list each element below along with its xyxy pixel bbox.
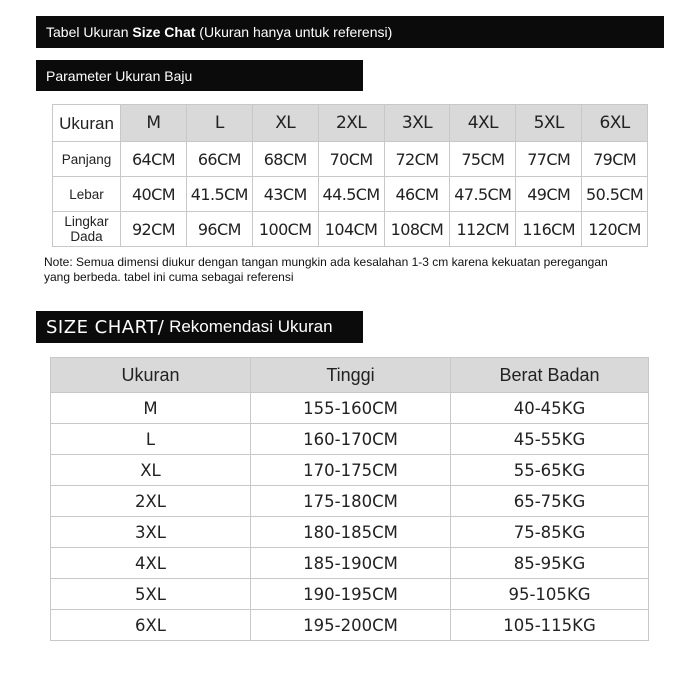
row-label: Panjang: [53, 142, 121, 177]
size-cell: M: [51, 393, 251, 424]
row-label-line1: Lingkar: [64, 214, 109, 229]
header-suffix: (Ukuran hanya untuk referensi): [195, 24, 393, 40]
row-label: Lebar: [53, 177, 121, 212]
size-chart-rest: Rekomendasi Ukuran: [164, 317, 333, 336]
height-cell: 190-195CM: [251, 579, 451, 610]
table-cell: 116CM: [516, 212, 582, 247]
garment-row-lebar: [53, 177, 648, 212]
height-cell: 175-180CM: [251, 486, 451, 517]
header-ukuran: Ukuran: [51, 358, 251, 393]
table-cell: 40CM: [121, 177, 187, 212]
height-cell: 180-185CM: [251, 517, 451, 548]
garment-size-2xl: 2XL: [318, 105, 384, 142]
table-cell: 64CM: [121, 142, 187, 177]
table-cell: 46CM: [384, 177, 450, 212]
garment-header-row: [53, 105, 648, 142]
table-cell: 66CM: [186, 142, 252, 177]
table-cell: 120CM: [582, 212, 648, 247]
table-row: [51, 610, 649, 641]
weight-cell: 40-45KG: [451, 393, 649, 424]
header-prefix: Tabel Ukuran: [46, 24, 133, 40]
table-cell: 70CM: [318, 142, 384, 177]
size-cell: 2XL: [51, 486, 251, 517]
garment-size-5xl: 5XL: [516, 105, 582, 142]
size-cell: 6XL: [51, 610, 251, 641]
note-line1: Note: Semua dimensi diukur dengan tangan mungkin ada kesalahan 1-3 cm karena kekuatan peregangan: [44, 255, 608, 269]
header-bar: [36, 16, 664, 48]
measurement-note: [44, 255, 674, 285]
weight-cell: 95-105KG: [451, 579, 649, 610]
note-line2: yang berbeda. tabel ini cuma sebagai referensi: [44, 270, 294, 284]
table-cell: 96CM: [186, 212, 252, 247]
table-row: [51, 517, 649, 548]
size-cell: 5XL: [51, 579, 251, 610]
header-tinggi: Tinggi: [251, 358, 451, 393]
recommendation-table: [50, 357, 649, 641]
garment-size-m: M: [121, 105, 187, 142]
table-cell: 77CM: [516, 142, 582, 177]
garment-header-label: Ukuran: [53, 105, 121, 142]
weight-cell: 75-85KG: [451, 517, 649, 548]
table-cell: 112CM: [450, 212, 516, 247]
height-cell: 155-160CM: [251, 393, 451, 424]
table-row: [51, 486, 649, 517]
table-row: [51, 424, 649, 455]
height-cell: 185-190CM: [251, 548, 451, 579]
weight-cell: 105-115KG: [451, 610, 649, 641]
height-cell: 160-170CM: [251, 424, 451, 455]
weight-cell: 55-65KG: [451, 455, 649, 486]
size-cell: XL: [51, 455, 251, 486]
table-cell: 43CM: [252, 177, 318, 212]
table-cell: 68CM: [252, 142, 318, 177]
table-cell: 72CM: [384, 142, 450, 177]
weight-cell: 85-95KG: [451, 548, 649, 579]
table-cell: 47.5CM: [450, 177, 516, 212]
table-cell: 49CM: [516, 177, 582, 212]
garment-row-lingkar-dada: [53, 212, 648, 247]
table-cell: 44.5CM: [318, 177, 384, 212]
table-row: [51, 393, 649, 424]
garment-size-l: L: [186, 105, 252, 142]
table-row: [51, 455, 649, 486]
height-cell: 170-175CM: [251, 455, 451, 486]
garment-size-table: [52, 104, 648, 247]
row-label-line2: Dada: [70, 229, 103, 244]
size-chart-bar: [36, 311, 363, 343]
param-bar: [36, 60, 363, 91]
garment-size-4xl: 4XL: [450, 105, 516, 142]
size-cell: 4XL: [51, 548, 251, 579]
header-berat-badan: Berat Badan: [451, 358, 649, 393]
param-bar-label: Parameter Ukuran Baju: [46, 67, 193, 84]
size-cell: L: [51, 424, 251, 455]
weight-cell: 65-75KG: [451, 486, 649, 517]
table-cell: 104CM: [318, 212, 384, 247]
garment-row-panjang: [53, 142, 648, 177]
garment-size-xl: XL: [252, 105, 318, 142]
recommend-header-row: [51, 358, 649, 393]
weight-cell: 45-55KG: [451, 424, 649, 455]
table-cell: 41.5CM: [186, 177, 252, 212]
table-cell: 75CM: [450, 142, 516, 177]
table-cell: 92CM: [121, 212, 187, 247]
table-row: [51, 579, 649, 610]
row-label: [53, 212, 121, 247]
table-cell: 100CM: [252, 212, 318, 247]
header-bold: Size Chat: [132, 24, 196, 40]
garment-size-6xl: 6XL: [582, 105, 648, 142]
table-cell: 79CM: [582, 142, 648, 177]
table-cell: 50.5CM: [582, 177, 648, 212]
table-row: [51, 548, 649, 579]
size-chart-lead: SIZE CHART/: [46, 316, 165, 338]
height-cell: 195-200CM: [251, 610, 451, 641]
garment-size-3xl: 3XL: [384, 105, 450, 142]
table-cell: 108CM: [384, 212, 450, 247]
size-cell: 3XL: [51, 517, 251, 548]
